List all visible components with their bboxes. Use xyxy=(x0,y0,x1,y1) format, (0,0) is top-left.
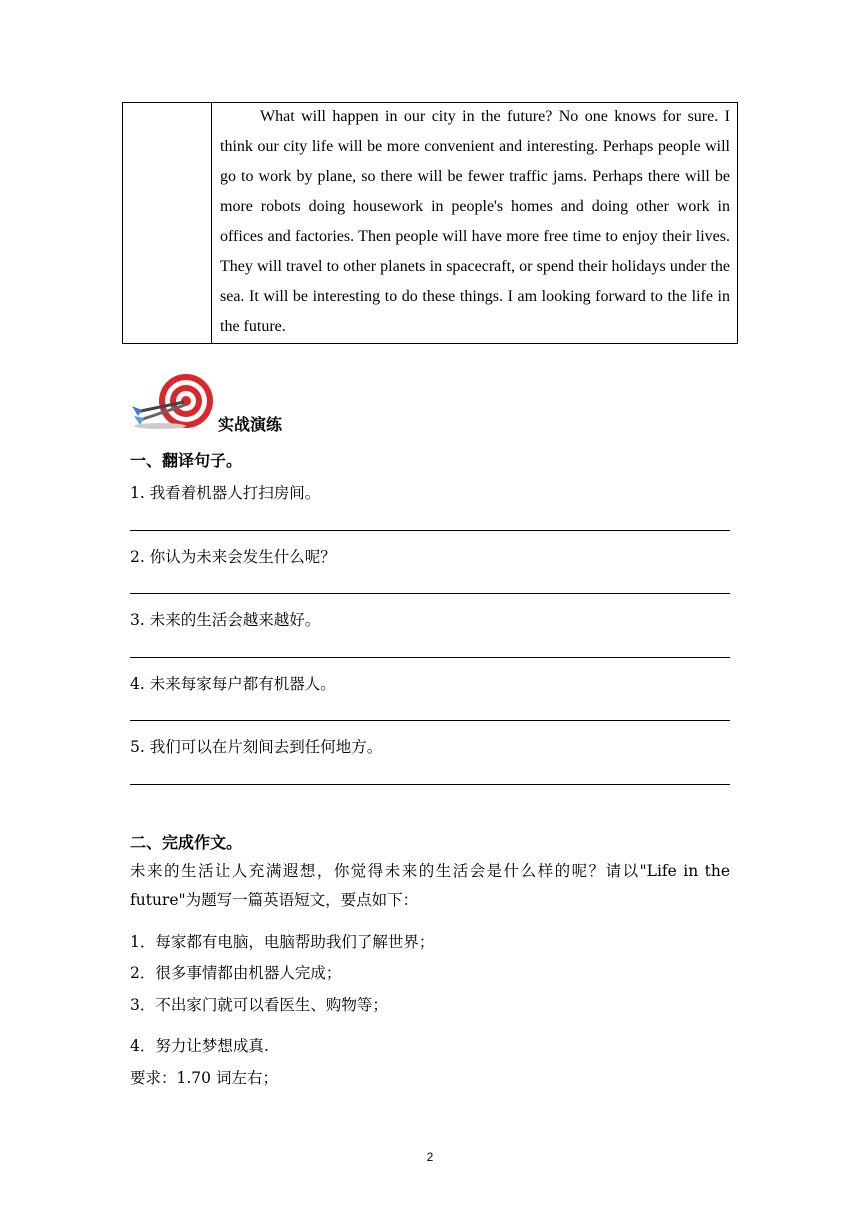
essay-point-3: 3．不出家门就可以看医生、购物等； xyxy=(130,996,388,1014)
translate-item-4: 4. 未来每家每户都有机器人。 xyxy=(130,675,336,693)
page-number: 2 xyxy=(426,1150,434,1164)
essay-requirement: 要求：1.70 词左右； xyxy=(130,1069,278,1087)
essay-text: What will happen in our city in the future? No one knows for sure. I think our city life will be more convenient and interesting. Perhaps people will go to work by plane, so there will be fewer traffic jams. Perhaps there will be more robots doing housework in people's homes and doing other work in offices and factories. Then people will have more free time to enjoy their lives. They will travel to other planets in spacecraft, or spend their holidays under the sea. It will be interesting to do these things. I am looking forward to the life in the future. xyxy=(220,108,730,335)
essay-point-1: 1．每家都有电脑，电脑帮助我们了解世界； xyxy=(130,933,435,951)
answer-line-3[interactable] xyxy=(130,657,730,658)
essay-point-4: 4．努力让梦想成真. xyxy=(130,1037,269,1055)
essay-point-2: 2．很多事情都由机器人完成； xyxy=(130,964,342,982)
translate-item-5: 5. 我们可以在片刻间去到任何地方。 xyxy=(130,738,383,756)
translate-item-2: 2. 你认为未来会发生什么呢？ xyxy=(130,548,336,566)
translate-item-3: 3. 未来的生活会越来越好。 xyxy=(130,611,321,629)
banner-title: 实战演练 xyxy=(218,415,283,434)
section1-heading: 一、翻译句子。 xyxy=(130,451,243,470)
section2-heading: 二、完成作文。 xyxy=(130,833,243,852)
essay-table-left-cell xyxy=(123,103,212,343)
answer-line-4[interactable] xyxy=(130,720,730,721)
answer-line-2[interactable] xyxy=(130,593,730,594)
essay-prompt: 未来的生活让人充满遐想，你觉得未来的生活会是什么样的呢？请以"Life in the future"为题写一篇英语短文，要点如下： xyxy=(130,862,730,909)
target-arrows-icon xyxy=(130,372,220,430)
translate-item-1: 1. 我看着机器人打扫房间。 xyxy=(130,484,321,502)
essay-table xyxy=(122,102,738,344)
answer-line-5[interactable] xyxy=(130,784,730,785)
answer-line-1[interactable] xyxy=(130,530,730,531)
